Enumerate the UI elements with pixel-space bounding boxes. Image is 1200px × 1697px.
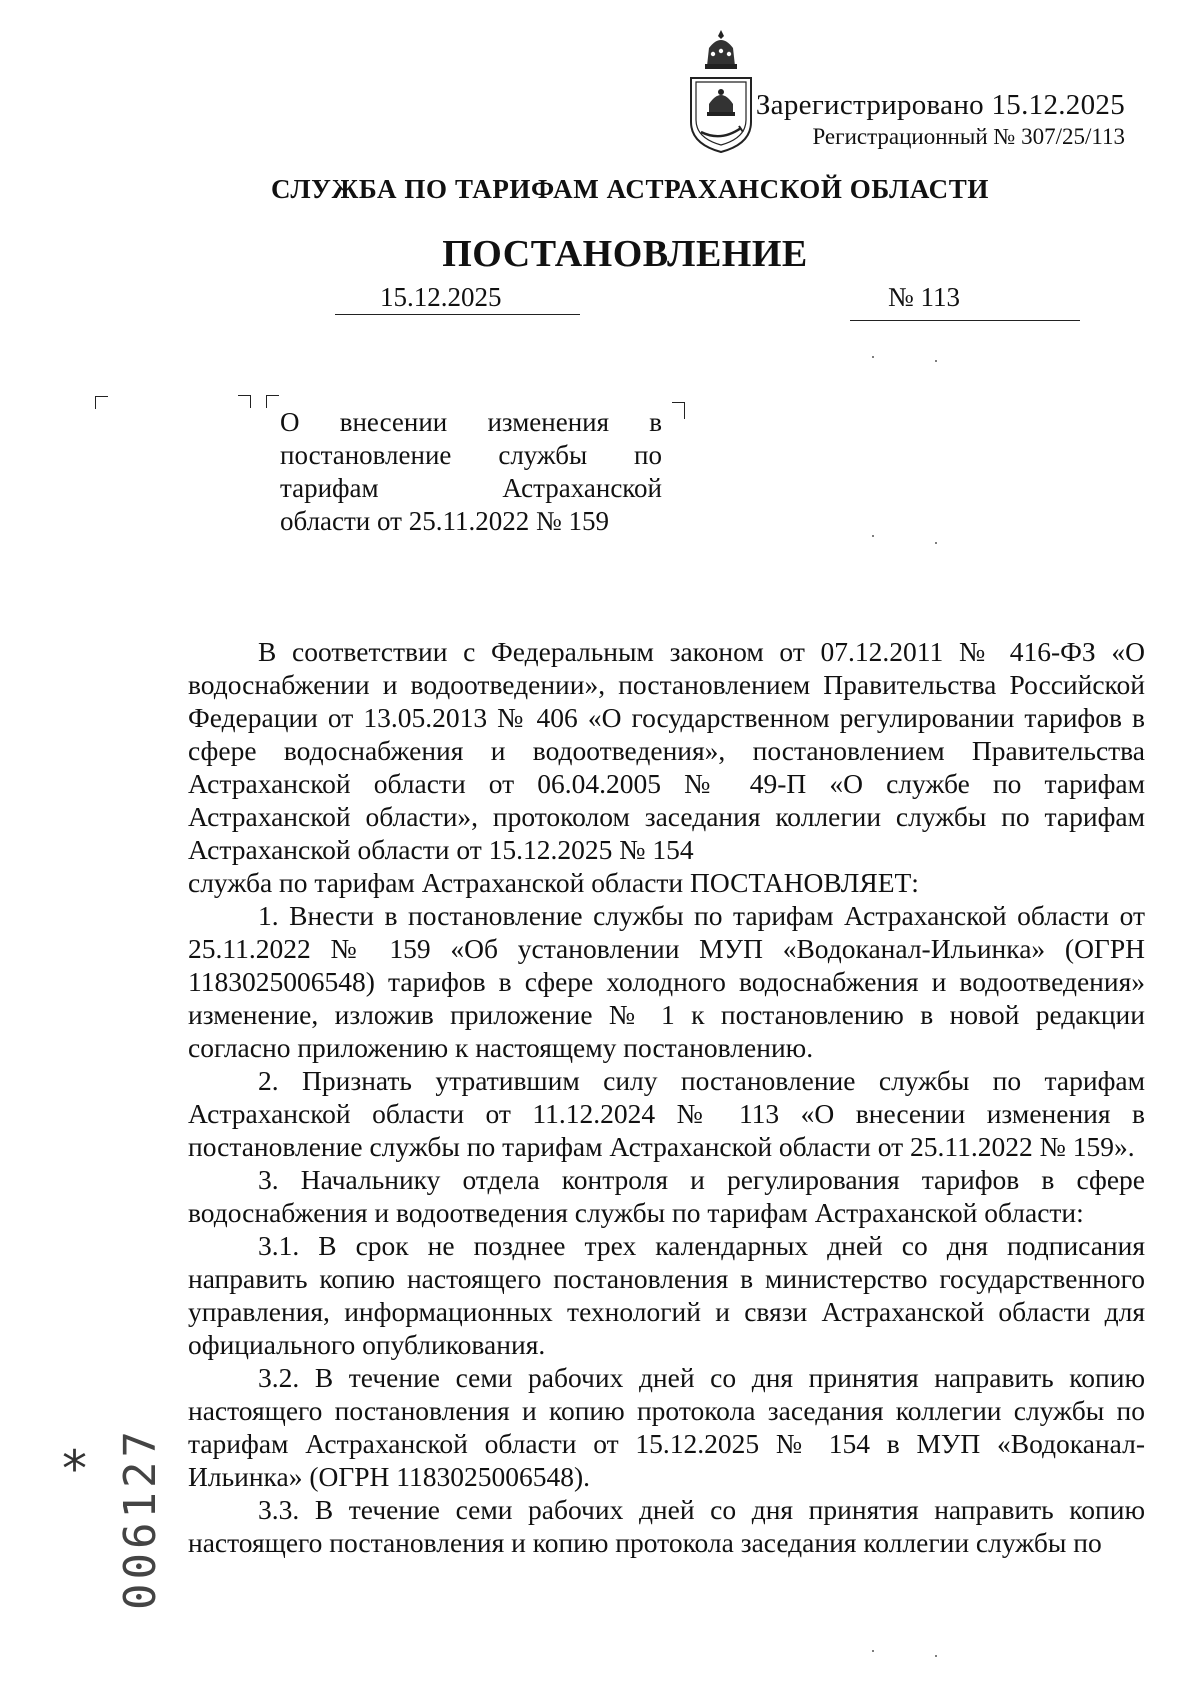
corner-mark — [266, 395, 279, 408]
document-date: 15.12.2025 — [380, 282, 502, 312]
registration-block — [756, 88, 1125, 152]
registration-number: Регистрационный № 307/25/113 — [812, 124, 1125, 149]
agency-name: СЛУЖБА ПО ТАРИФАМ АСТРАХАНСКОЙ ОБЛАСТИ — [271, 174, 989, 204]
corner-mark — [95, 396, 108, 409]
subject-line: области от 25.11.2022 № 159 — [280, 506, 609, 536]
coat-of-arms-icon — [683, 26, 759, 158]
decree-line: служба по тарифам Астраханской области ПОСТАНОВЛЯЕТ: — [188, 867, 919, 898]
scan-speck — [935, 360, 937, 362]
item-3-2: 3.2. В течение семи рабочих дней со дня принятия направить копию настоящего постановления и копию протокола заседания коллегии службы по тарифам Астраханской области от 15.12.2025 № 154 в МУП «Водоканал-Ильинка» (ОГРН 1183025006548). — [188, 1362, 1145, 1492]
subject-line: постановление службы по — [280, 440, 662, 470]
document-type: ПОСТАНОВЛЕНИЕ — [442, 233, 808, 275]
scan-speck — [935, 542, 937, 544]
corner-mark — [238, 395, 251, 408]
scan-speck — [935, 1655, 937, 1657]
scan-speck — [872, 1650, 874, 1652]
side-serial-number: 006127 — [115, 1427, 166, 1610]
registration-date: Зарегистрировано 15.12.2025 — [755, 89, 1125, 121]
item-3: 3. Начальнику отдела контроля и регулирования тарифов в сфере водоснабжения и водоотведения службы по тарифам Астраханской области: — [188, 1164, 1145, 1228]
document-number: № 113 — [888, 282, 961, 312]
item-2: 2. Признать утратившим силу постановление службы по тарифам Астраханской области от 11.12.2024 № 113 «О внесении изменения в постановление службы по тарифам Астраханской области от 25.11.2022 № 159». — [188, 1065, 1145, 1162]
preamble-paragraph: В соответствии с Федеральным законом от 07.12.2011 № 416-ФЗ «О водоснабжении и водоотведении», постановлением Правительства Российской Федерации от 13.05.2013 № 406 «О государственном регулировании тарифов в сфере водоснабжения и водоотведения», постановлением Правительства Астраханской области от 06.04.2005 № 49-П «О службе по тарифам Астраханской области», протоколом заседания коллегии службы по тарифам Астраханской области от 15.12.2025 № 154 — [188, 636, 1145, 865]
document-subject — [280, 406, 662, 538]
corner-mark — [672, 402, 685, 419]
subject-line: тарифам Астраханской — [280, 473, 662, 503]
asterisk-mark: * — [62, 1440, 87, 1498]
document-body — [188, 635, 1145, 1559]
scan-speck — [872, 535, 874, 537]
item-3-1: 3.1. В срок не позднее трех календарных дней со дня подписания направить копию настоящего постановления в министерство государственного управления, информационных технологий и связи Астраханской области для официального опубликования. — [188, 1230, 1145, 1360]
item-1: 1. Внести в постановление службы по тарифам Астраханской области от 25.11.2022 № 159 «Об установлении МУП «Водоканал-Ильинка» (ОГРН 1183025006548) тарифов в сфере холодного водоснабжения и водоотведения» изменение, изложив приложение № 1 к постановлению в новой редакции согласно приложению к настоящему постановлению. — [188, 900, 1145, 1063]
number-underline — [850, 320, 1080, 321]
item-3-3: 3.3. В течение семи рабочих дней со дня принятия направить копию настоящего постановления и копию протокола заседания коллегии службы по — [188, 1494, 1145, 1558]
date-underline — [335, 314, 580, 315]
subject-line: О внесении изменения в — [280, 407, 662, 437]
scan-speck — [872, 356, 874, 358]
